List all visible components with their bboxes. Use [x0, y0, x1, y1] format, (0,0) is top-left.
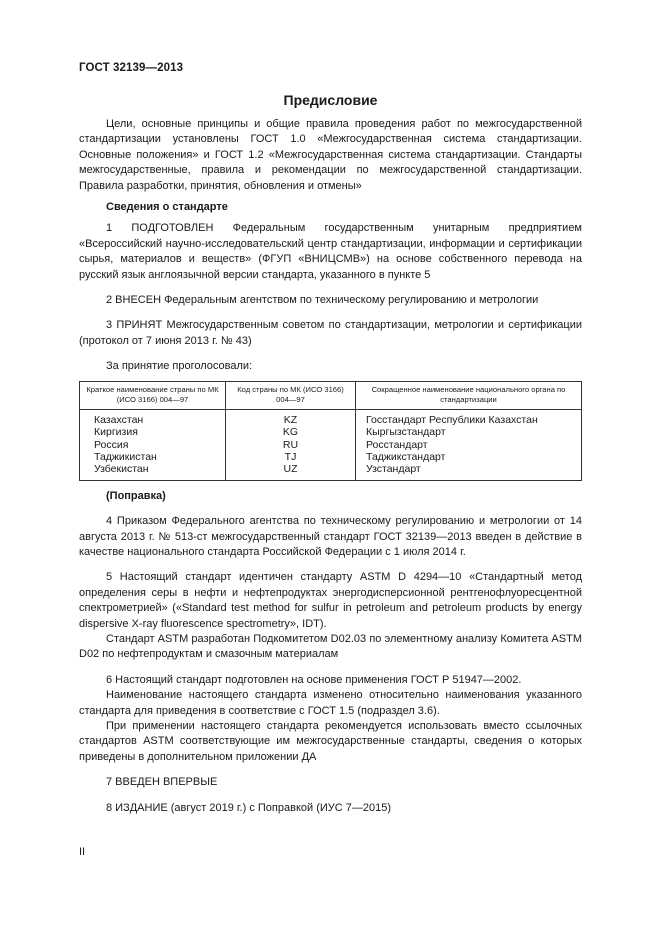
table-row: [80, 409, 582, 426]
table-cell-code: KG: [226, 426, 356, 438]
table-header-country: Краткое наименование страны по МК (ИСО 3166) 004—97: [80, 381, 226, 409]
item-3-paragraph: 3 ПРИНЯТ Межгосударственным советом по стандартизации, метрологии и сертификации (протокол от 7 июня 2013 г. № 43): [79, 319, 582, 347]
table-cell-code: UZ: [226, 463, 356, 480]
table-header-code: Код страны по МК (ИСО 3166) 004—97: [226, 381, 356, 409]
table-cell-country: Узбекистан: [80, 463, 226, 480]
item-8-paragraph: 8 ИЗДАНИЕ (август 2019 г.) с Поправкой (ИУС 7—2015): [106, 801, 392, 814]
table-header-row: [80, 381, 582, 409]
vote-intro: За принятие проголосовали:: [106, 360, 253, 373]
table-cell-org: Узстандарт: [356, 463, 582, 480]
standard-code-header: ГОСТ 32139—2013: [79, 62, 184, 74]
item-6-rename-note: Наименование настоящего стандарта изменено относительно наименования указанного стандарта для приведения в соответствие с ГОСТ 1.5 (подраздел 3.6).: [79, 689, 582, 717]
voting-table: [79, 381, 582, 481]
table-cell-code: KZ: [226, 409, 356, 426]
table-cell-org: Кыргызстандарт: [356, 426, 582, 438]
table-row: [80, 426, 582, 438]
table-cell-country: Казахстан: [80, 409, 226, 426]
table-row: [80, 463, 582, 480]
item-6-paragraph: 6 Настоящий стандарт подготовлен на основе применения ГОСТ Р 51947—2002.: [106, 673, 522, 686]
table-cell-org: Росстандарт: [356, 439, 582, 451]
table-cell-org: Госстандарт Республики Казахстан: [356, 409, 582, 426]
item-5-note: Стандарт ASTM разработан Подкомитетом D02.03 по элементному анализу Комитета ASTM D02 по нефтепродуктам и смазочным материалам: [79, 632, 582, 661]
table-cell-code: RU: [226, 439, 356, 451]
item-7-paragraph: 7 ВВЕДЕН ВПЕРВЫЕ: [106, 776, 218, 789]
page-number: II: [79, 846, 86, 858]
table-cell-country: Таджикистан: [80, 451, 226, 463]
item-2-paragraph: 2 ВНЕСЕН Федеральным агентством по техническому регулированию и метрологии: [106, 294, 539, 307]
table-row: [80, 439, 582, 451]
table-row: [80, 451, 582, 463]
table-cell-country: Киргизия: [80, 426, 226, 438]
item-5-paragraph: 5 Настоящий стандарт идентичен стандарту ASTM D 4294—10 «Стандартный метод определения серы в нефти и нефтепродуктах энергодисперсионной рентгенофлуоресцентной спектрометрией» («Standard test method for sulfur in petroleum and petroleum products by energy dispersive X-ray fluorescence spectrometry», IDT).: [79, 571, 582, 630]
amendment-label: (Поправка): [106, 489, 166, 502]
item-6-application-note: При применении настоящего стандарта рекомендуется использовать вместо ссылочных стандартов ASTM соответствующие им межгосударственные стандарты, сведения о которых приведены в дополнительном приложении ДА: [79, 720, 582, 763]
table-cell-country: Россия: [80, 439, 226, 451]
intro-paragraph: Цели, основные принципы и общие правила проведения работ по межгосударственной стандартизации установлены ГОСТ 1.0 «Межгосударственная система стандартизации. Основные положения» и ГОСТ 1.2 «Межгосударственная система стандартизации. Стандарты межгосударственные, правила и рекомендации по межгосударственной стандартизации. Правила разработки, принятия, обновления и отмены»: [79, 118, 582, 192]
item-4-paragraph: 4 Приказом Федерального агентства по техническому регулированию и метрологии от 14 августа 2013 г. № 513-ст межгосударственный стандарт ГОСТ 32139—2013 введен в действие в качестве национального стандарта Российской Федерации с 1 июля 2014 г.: [79, 515, 582, 558]
table-cell-org: Таджикстандарт: [356, 451, 582, 463]
document-body: [79, 117, 582, 816]
page-title: Предисловие: [283, 92, 378, 108]
table-cell-code: TJ: [226, 451, 356, 463]
section-heading: Сведения о стандарте: [106, 201, 228, 214]
item-1-paragraph: 1 ПОДГОТОВЛЕН Федеральным государственным унитарным предприятием «Всероссийский научно-исследовательский центр стандартизации, информации и сертификации сырья, материалов и веществ» (ФГУП «ВНИЦСМВ») на основе собственного перевода на русский язык англоязычной версии стандарта, указанного в пункте 5: [79, 222, 582, 281]
table-header-org: Сокращенное наименование национального органа по стандартизации: [356, 381, 582, 409]
